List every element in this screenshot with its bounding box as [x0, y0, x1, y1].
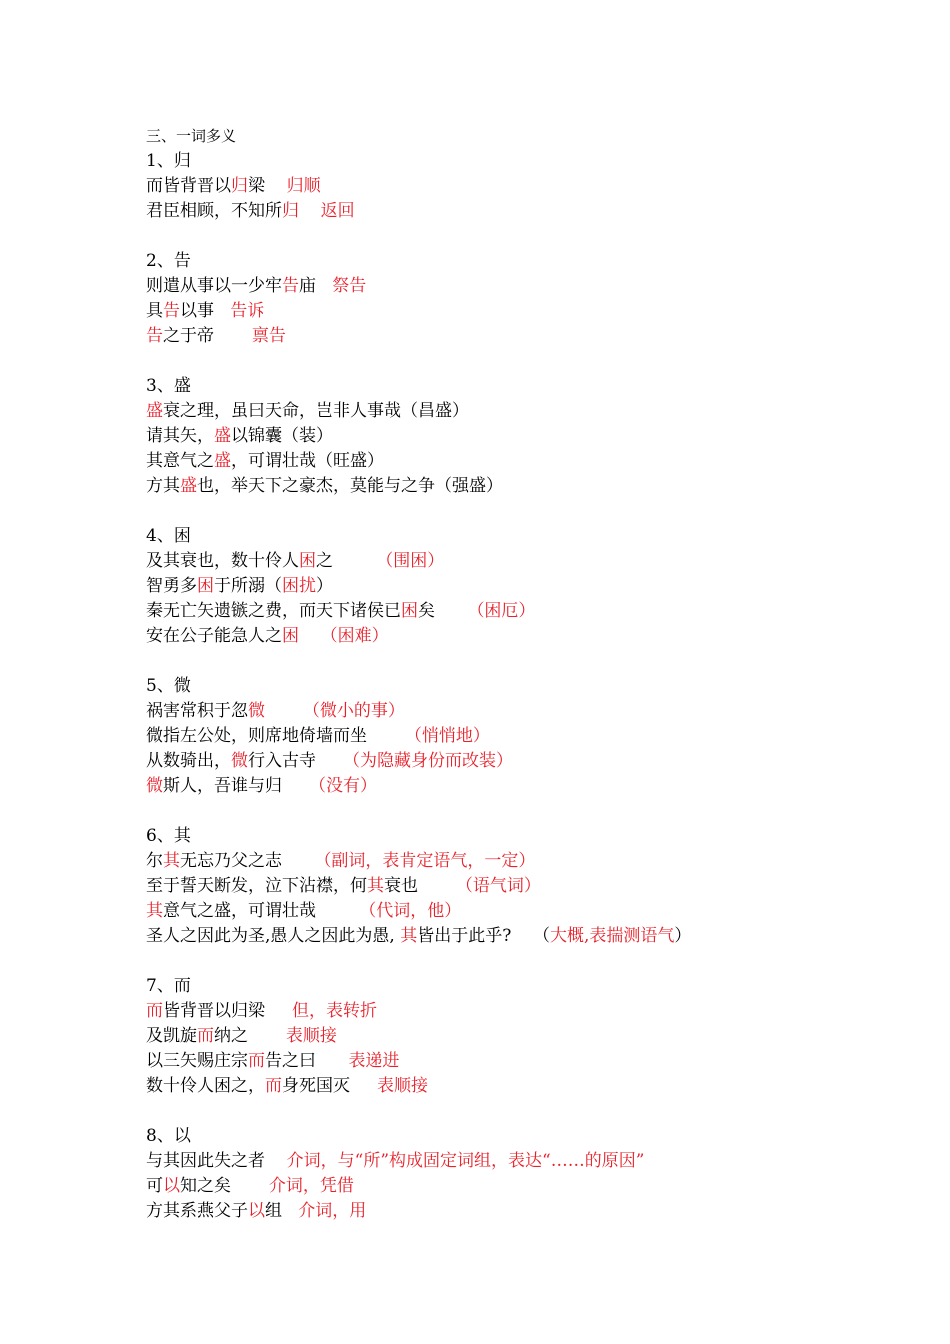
text-segment: 意气之盛，可谓壮哉	[163, 901, 360, 921]
highlighted-text: 困扰	[282, 576, 316, 596]
example-line	[146, 449, 926, 474]
example-line	[146, 924, 926, 949]
highlighted-text: 祭告	[332, 276, 367, 296]
section-gap	[146, 499, 926, 524]
highlighted-text: 盛	[180, 476, 197, 496]
example-line	[146, 699, 926, 724]
section-title: 三、一词多义	[146, 127, 237, 145]
text-segment: 及凯旋	[146, 1026, 197, 1046]
highlighted-text: 返回	[320, 201, 355, 221]
text-segment: 智勇多	[146, 576, 197, 596]
highlighted-text: 介词，用	[298, 1201, 367, 1221]
highlighted-text: （困难）	[320, 626, 389, 646]
highlighted-text: 困	[299, 551, 316, 571]
highlighted-text: （代词，他）	[359, 901, 462, 921]
text-segment: 纳之	[214, 1026, 286, 1046]
text-segment: 衰也	[384, 876, 456, 896]
highlighted-text: （困厄）	[467, 601, 536, 621]
highlighted-text: 归	[282, 201, 299, 221]
highlighted-text: 微	[146, 776, 163, 796]
text-segment: 告之曰	[265, 1051, 349, 1071]
text-segment	[299, 201, 321, 221]
highlighted-text: 但，表转折	[292, 1001, 378, 1021]
highlighted-text: 归顺	[286, 176, 321, 196]
entry-heading: 2、告	[146, 251, 191, 271]
text-segment: 皆背晋以归梁	[163, 1001, 293, 1021]
highlighted-text: 盛	[146, 401, 163, 421]
example-line	[146, 1199, 926, 1224]
highlighted-text: （悄悄地）	[404, 726, 490, 746]
highlighted-text: 以	[163, 1176, 180, 1196]
text-segment: 身死国灭	[282, 1076, 378, 1096]
text-segment: 于所溺（	[214, 576, 282, 596]
text-segment: 以三矢赐庄宗	[146, 1051, 248, 1071]
text-segment: 梁	[248, 176, 287, 196]
highlighted-text: 禀告	[251, 326, 286, 346]
highlighted-text: （副词，表肯定语气，一定）	[314, 851, 536, 871]
example-line	[146, 174, 926, 199]
text-segment: 皆出于此乎? （	[417, 926, 550, 946]
text-segment: 安在公子能急人之	[146, 626, 282, 646]
example-line	[146, 899, 926, 924]
entry-heading: 6、其	[146, 826, 191, 846]
text-segment: 微指左公处，则席地倚墙而坐	[146, 726, 405, 746]
example-line	[146, 574, 926, 599]
example-line	[146, 749, 926, 774]
section-gap	[146, 1099, 926, 1124]
text-segment: 斯人，吾谁与归	[163, 776, 310, 796]
text-segment: 具	[146, 301, 163, 321]
highlighted-text: 归	[231, 176, 248, 196]
highlighted-text: （围困）	[376, 551, 445, 571]
example-line	[146, 324, 926, 349]
text-segment: 则遣从事以一少牢	[146, 276, 282, 296]
example-line	[146, 1024, 926, 1049]
text-segment: 之	[316, 551, 377, 571]
highlighted-text: 表递进	[348, 1051, 400, 1071]
highlighted-text: 而	[265, 1076, 282, 1096]
text-segment: 矣	[418, 601, 468, 621]
highlighted-text: （微小的事）	[302, 701, 405, 721]
text-segment: 数十伶人困之，	[146, 1076, 265, 1096]
highlighted-text: 微	[231, 751, 248, 771]
text-segment: 可	[146, 1176, 163, 1196]
text-segment	[265, 701, 303, 721]
example-line	[146, 874, 926, 899]
example-line	[146, 274, 926, 299]
example-line	[146, 299, 926, 324]
text-segment: 秦无亡矢遗镞之费，而天下诸侯已	[146, 601, 401, 621]
highlighted-text: 表顺接	[285, 1026, 337, 1046]
text-segment: 尔	[146, 851, 163, 871]
text-segment: 也，举天下之豪杰，莫能与之争（强盛）	[197, 476, 503, 496]
example-line	[146, 599, 926, 624]
highlighted-text: 告	[282, 276, 299, 296]
highlighted-text: （为隐藏身份而改装）	[343, 751, 514, 771]
text-segment: 行入古寺	[248, 751, 344, 771]
highlighted-text: （语气词）	[455, 876, 541, 896]
highlighted-text: 告	[146, 326, 163, 346]
text-segment	[299, 626, 321, 646]
text-segment: 从数骑出，	[146, 751, 231, 771]
section-gap	[146, 349, 926, 374]
document-content	[146, 124, 926, 1224]
text-segment: ）	[674, 926, 692, 946]
example-line	[146, 399, 926, 424]
example-line	[146, 1149, 926, 1174]
highlighted-text: 表顺接	[377, 1076, 429, 1096]
text-segment: 知之矣	[180, 1176, 269, 1196]
text-segment: 衰之理，虽曰天命，岂非人事哉（昌盛）	[163, 401, 469, 421]
entry-heading: 7、而	[146, 976, 191, 996]
highlighted-text: 其	[400, 926, 418, 946]
text-segment: ）	[316, 576, 333, 596]
text-segment: 祸害常积于忽	[146, 701, 248, 721]
section-gap	[146, 949, 926, 974]
entry-heading: 3、盛	[146, 376, 191, 396]
highlighted-text: 困	[282, 626, 299, 646]
highlighted-text: 而	[197, 1026, 214, 1046]
text-segment: 方其系燕父子	[146, 1201, 248, 1221]
highlighted-text: 告诉	[230, 301, 265, 321]
text-segment: 以事	[180, 301, 231, 321]
highlighted-text: 而	[248, 1051, 265, 1071]
example-line	[146, 549, 926, 574]
entry-heading: 5、微	[146, 676, 191, 696]
text-segment: ，可谓壮哉（旺盛）	[231, 451, 384, 471]
highlighted-text: 盛	[214, 426, 231, 446]
section-gap	[146, 224, 926, 249]
text-segment: 至于誓天断发，泣下沾襟，何	[146, 876, 367, 896]
highlighted-text: 介词，与“所”构成固定词组，表达“……的原因”	[286, 1151, 645, 1171]
highlighted-text: 困	[401, 601, 418, 621]
example-line	[146, 724, 926, 749]
highlighted-text: 其	[146, 901, 163, 921]
section-gap	[146, 649, 926, 674]
text-segment: 而皆背晋以	[146, 176, 231, 196]
example-line	[146, 849, 926, 874]
highlighted-text: 其	[367, 876, 384, 896]
example-line	[146, 474, 926, 499]
entry-heading: 1、归	[146, 151, 191, 171]
text-segment: 无忘乃父之志	[180, 851, 315, 871]
example-line	[146, 999, 926, 1024]
text-segment: 及其衰也，数十伶人	[146, 551, 299, 571]
text-segment: 其意气之	[146, 451, 214, 471]
highlighted-text: 告	[163, 301, 180, 321]
text-segment: 君臣相顾，不知所	[146, 201, 282, 221]
highlighted-text: 其	[163, 851, 180, 871]
highlighted-text: 以	[248, 1201, 265, 1221]
text-segment: 请其矢，	[146, 426, 214, 446]
example-line	[146, 1049, 926, 1074]
text-segment: 以锦囊（装）	[231, 426, 333, 446]
entry-heading: 4、困	[146, 526, 191, 546]
text-segment: 庙	[299, 276, 333, 296]
highlighted-text: 盛	[214, 451, 231, 471]
example-line	[146, 424, 926, 449]
example-line	[146, 774, 926, 799]
text-segment: 之于帝	[163, 326, 252, 346]
text-segment: 方其	[146, 476, 180, 496]
example-line	[146, 1074, 926, 1099]
example-line	[146, 199, 926, 224]
text-segment: 圣人之因此为圣,愚人之因此为愚,	[146, 926, 401, 946]
example-line	[146, 1174, 926, 1199]
highlighted-text: 困	[197, 576, 214, 596]
text-segment: 组	[265, 1201, 299, 1221]
highlighted-text: 介词，凭借	[268, 1176, 354, 1196]
highlighted-text: 大概,表揣测语气	[549, 926, 675, 946]
highlighted-text: 微	[248, 701, 265, 721]
highlighted-text: 而	[146, 1001, 163, 1021]
highlighted-text: （没有）	[309, 776, 378, 796]
text-segment: 与其因此失之者	[146, 1151, 287, 1171]
example-line	[146, 624, 926, 649]
section-gap	[146, 799, 926, 824]
entry-heading: 8、以	[146, 1126, 191, 1146]
